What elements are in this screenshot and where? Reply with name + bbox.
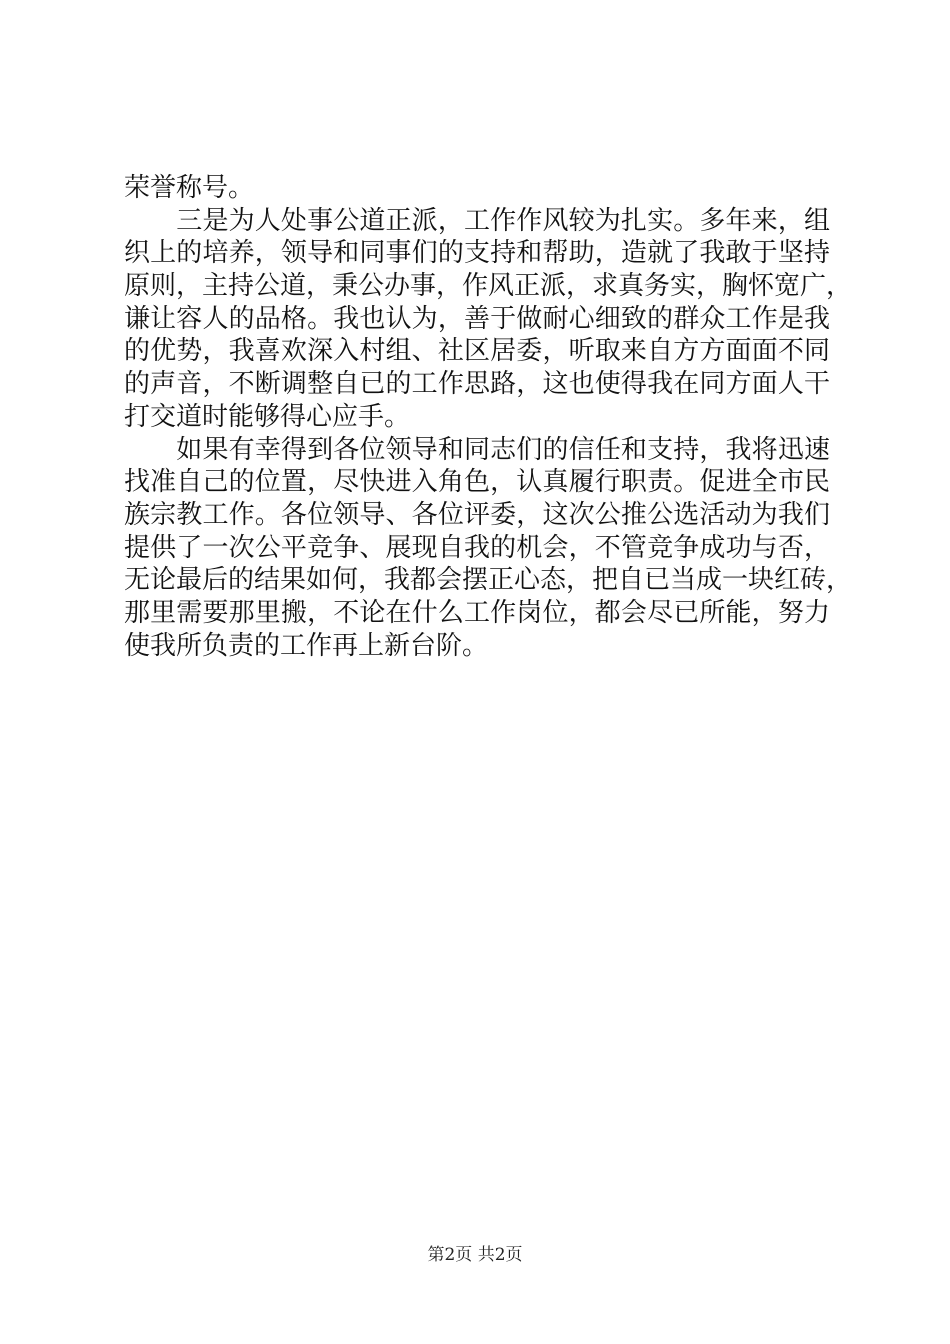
text-line: 织上的培养，领导和同事们的支持和帮助，造就了我敢于坚持 (124, 238, 830, 269)
page-footer: 第2页 共2页 (427, 1245, 523, 1265)
text-line: 使我所负责的工作再上新台阶。 (124, 630, 489, 661)
text-line: 原则，主持公道，秉公办事，作风正派，求真务实，胸怀宽广， (124, 271, 853, 302)
text-line: 的优势，我喜欢深入村组、社区居委，听取来自方方面面不同 (124, 336, 830, 367)
text-line: 找准自己的位置，尽快进入角色，认真履行职责。促进全市民 (124, 467, 830, 498)
text-line: 的声音，不断调整自已的工作思路，这也使得我在同方面人干 (124, 369, 830, 400)
body-text (124, 172, 853, 662)
text-line: 打交道时能够得心应手。 (124, 401, 411, 432)
text-line: 那里需要那里搬，不论在什么工作岗位，都会尽已所能，努力 (124, 597, 830, 628)
text-line: 荣誉称号。 (124, 173, 255, 203)
text-line: 谦让容人的品格。我也认为，善于做耐心细致的群众工作是我 (124, 303, 830, 334)
text-line: 如果有幸得到各位领导和同志们的信任和支持，我将迅速 (124, 434, 830, 465)
text-line: 无论最后的结果如何，我都会摆正心态，把自已当成一块红砖， (124, 565, 853, 596)
text-line: 提供了一次公平竞争、展现自我的机会，不管竞争成功与否， (124, 532, 830, 563)
text-line: 三是为人处事公道正派，工作作风较为扎实。多年来，组 (124, 205, 830, 236)
text-line: 族宗教工作。各位领导、各位评委，这次公推公选活动为我们 (124, 499, 830, 530)
